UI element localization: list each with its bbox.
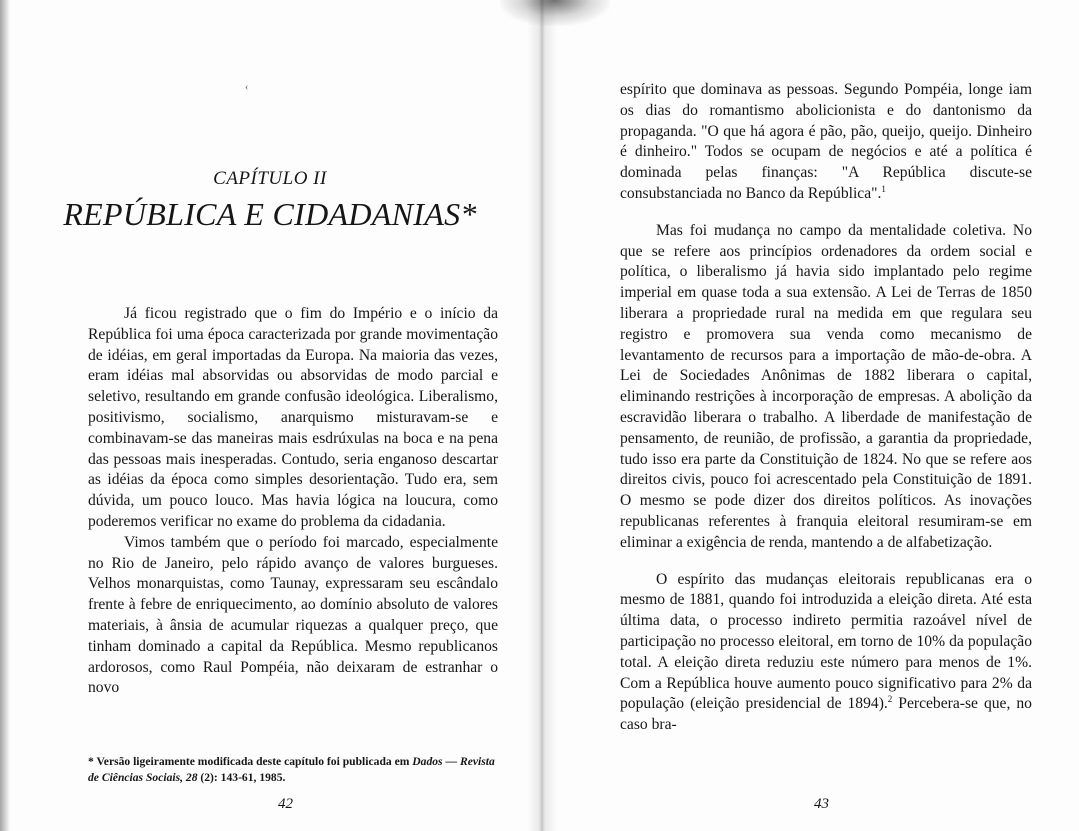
page-number-right: 43 bbox=[814, 796, 829, 812]
footnote-suffix: (2): 143-61, 1985. bbox=[197, 771, 286, 784]
paragraph: Mas foi mudança no campo da mentalidade coletiva. No que se refere aos princípios ordenadores da ordem social e política, o liberalismo já havia sido implantado pelo regime imperial em quase toda a sua extensão. A Lei de Terras de 1850 liberara a propriedade rural na medida em que regulara seu registro e promovera sua venda como mecanismo de levantamento de recursos para a importação de mão-de-obra. A Lei de Sociedades Anônimas de 1882 liberara o capital, eliminando restrições à incorporação de empresas. A abolição da escravidão liberara o trabalho. A liberdade de manifestação de pensamento, de reunião, de profissão, a garantia da propriedade, tudo isso era parte da Constituição de 1824. No que se refere aos direitos civis, pouco foi acrescentado pela Constituição de 1891. O mesmo se pode dizer dos direitos políticos. As inovações republicanas referentes à franquia eleitoral resumiram-se em eliminar a exigência de renda, mantendo a de alfabetização. bbox=[620, 221, 1032, 551]
footnote-ref: 2 bbox=[887, 694, 893, 705]
paragraph bbox=[620, 570, 1032, 736]
book-gutter bbox=[527, 0, 557, 831]
paragraph-text: O espírito das mudanças eleitorais republicanas era o mesmo de 1881, quando foi introduzida a eleição direta. Até esta última data, o processo indireto permitia razoável nível de participação no processo eleitoral, em torno de 10% da população total. A eleição direta reduziu este número para menos de 1%. Com a República houve aumento pouco significativo para 2% da população (eleição presidencial de 1894). bbox=[620, 570, 1032, 713]
page-edge-shadow bbox=[0, 0, 10, 831]
paragraph: Vimos também que o período foi marcado, especialmente no Rio de Janeiro, pelo rápido avanço de valores burgueses. Velhos monarquistas, como Taunay, expressaram seu escândalo frente à febre de enriquecimento, ao domínio absoluto de valores materiais, à ânsia de acumular riquezas a qualquer preço, que tinham dominado a capital da República. Mesmo republicanos ardorosos, como Raul Pompéia, não deixaram de estranhar o novo bbox=[88, 533, 498, 697]
scan-shadow bbox=[500, 0, 610, 26]
footnote-prefix: * Versão ligeiramente modificada deste capítulo foi publicada em bbox=[88, 755, 413, 768]
paragraph-text: espírito que dominava as pessoas. Segundo Pompéia, longe iam os dias do romantismo abolicionista e do dantonismo da propaganda. "O que há agora é pão, pão, queijo, queijo. Dinheiro é dinheiro." Todos se ocupam de negócios e até a política é dominada pelas finanças: "A República discute-se consubstanciada no Banco da República". bbox=[620, 81, 1032, 202]
stray-mark: ‹ bbox=[245, 82, 249, 93]
chapter-label: CAPÍTULO II bbox=[213, 168, 327, 189]
page-number-left: 42 bbox=[278, 796, 293, 812]
paragraph: Já ficou registrado que o fim do Império e o início da República foi uma época caracterizada por grande movimentação de idéias, em geral importadas da Europa. Na maioria das vezes, eram idéias mal absorvidas ou absorvidas de modo parcial e seletivo, resultando em grande confusão ideológica. Liberalismo, positivismo, socialismo, anarquismo misturavam-se e combinavam-se das maneiras mais esdrúxulas na boca e na pena das pessoas mais inesperadas. Contudo, seria enganoso descartar as idéias da época como simples desorientação. Tudo era, sem dúvida, um pouco louco. Mas havia lógica na loucura, como poderemos verificar no exame do problema da cidadania. bbox=[88, 305, 498, 530]
footnote-journal: Dados — Revista de Ciências Sociais, 28 bbox=[88, 755, 495, 784]
left-body-text bbox=[88, 304, 498, 699]
footnote-ref: 1 bbox=[881, 183, 886, 194]
footnote bbox=[88, 754, 500, 786]
chapter-title: REPÚBLICA E CIDADANIAS* bbox=[63, 196, 477, 232]
paragraph bbox=[620, 80, 1032, 205]
paragraph-tail: Percebera-se que, no caso bra- bbox=[620, 695, 1032, 734]
right-body-text bbox=[620, 80, 1032, 736]
